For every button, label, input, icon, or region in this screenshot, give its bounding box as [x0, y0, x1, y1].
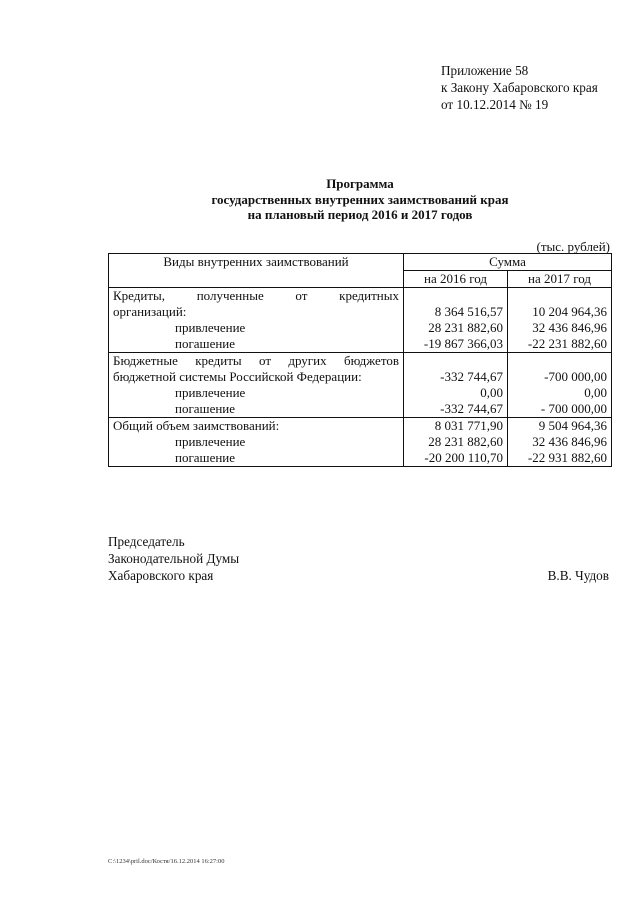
- total-2017-cell: [508, 418, 612, 467]
- table-header-row: [109, 254, 612, 271]
- header-sum: Сумма: [404, 254, 612, 271]
- row-label-total: [109, 418, 404, 467]
- total-repay-2016: -20 200 110,70: [424, 450, 503, 465]
- total-total-2017: 9 504 964,36: [538, 418, 607, 433]
- header-2017: на 2017 год: [508, 271, 612, 288]
- signer-position-1: Председатель: [108, 534, 185, 549]
- budget-raise-2017: 0,00: [584, 385, 607, 400]
- budget-label-line1: Бюджетные кредиты от других бюджетов: [113, 353, 399, 368]
- total-raise-2017: 32 436 846,96: [532, 434, 607, 449]
- budget-2016-cell: [404, 353, 508, 418]
- credits-total-2017: 10 204 964,36: [532, 304, 607, 319]
- credits-label-line2: организаций:: [113, 304, 187, 319]
- units-label: (тыс. рублей): [536, 239, 610, 254]
- appendix-law: к Закону Хабаровского края: [441, 80, 598, 95]
- appendix-date: от 10.12.2014 № 19: [441, 97, 549, 112]
- document-title: [0, 176, 640, 223]
- budget-repay-label: погашение: [175, 401, 236, 416]
- budget-label-line2: бюджетной системы Российской Федерации:: [113, 369, 362, 384]
- credits-repay-2016: -19 867 366,03: [423, 336, 503, 351]
- budget-repay-2017: - 700 000,00: [540, 401, 607, 416]
- budget-2017-cell: [508, 353, 612, 418]
- appendix-header: [441, 62, 598, 113]
- credits-raise-2017: 32 436 846,96: [532, 320, 607, 335]
- credits-raise-2016: 28 231 882,60: [428, 320, 503, 335]
- file-path-footer: C:\1234\pril.doc/Костя/16.12.2014 16:27:00: [108, 858, 225, 865]
- title-line-3: на плановый период 2016 и 2017 годов: [247, 207, 473, 222]
- table-row: [109, 288, 612, 353]
- credits-total-2016: 8 364 516,57: [434, 304, 503, 319]
- title-line-1: Программа: [326, 176, 394, 191]
- header-kinds: Виды внутренних заимствований: [109, 254, 404, 288]
- signer-position-3: Хабаровского края: [108, 568, 214, 583]
- total-raise-2016: 28 231 882,60: [428, 434, 503, 449]
- header-2016: на 2016 год: [404, 271, 508, 288]
- table-row: [109, 353, 612, 418]
- budget-repay-2016: -332 744,67: [440, 401, 503, 416]
- signer-position-2: Законодательной Думы: [108, 551, 240, 566]
- budget-total-2016: -332 744,67: [440, 369, 503, 384]
- table-row: [109, 418, 612, 467]
- appendix-number: Приложение 58: [441, 63, 529, 78]
- total-raise-label: привлечение: [175, 434, 246, 449]
- budget-total-2017: -700 000,00: [544, 369, 607, 384]
- row-label-budget: [109, 353, 404, 418]
- row-label-credits: [109, 288, 404, 353]
- total-2016-cell: [404, 418, 508, 467]
- title-line-2: государственных внутренних заимствований края: [211, 191, 509, 207]
- borrowing-table: [108, 253, 612, 467]
- total-total-2016: 8 031 771,90: [434, 418, 503, 433]
- signature-block: [108, 533, 609, 584]
- credits-raise-label: привлечение: [175, 320, 246, 335]
- credits-2017-cell: [508, 288, 612, 353]
- signer-name: В.В. Чудов: [547, 568, 609, 583]
- budget-raise-label: привлечение: [175, 385, 246, 400]
- credits-repay-label: погашение: [175, 336, 236, 351]
- credits-label-line1: Кредиты, полученные от кредитных: [113, 288, 399, 303]
- budget-raise-2016: 0,00: [480, 385, 503, 400]
- total-repay-2017: -22 931 882,60: [527, 450, 607, 465]
- total-label: Общий объем заимствований:: [113, 418, 280, 433]
- credits-repay-2017: -22 231 882,60: [527, 336, 607, 351]
- credits-2016-cell: [404, 288, 508, 353]
- total-repay-label: погашение: [175, 450, 236, 465]
